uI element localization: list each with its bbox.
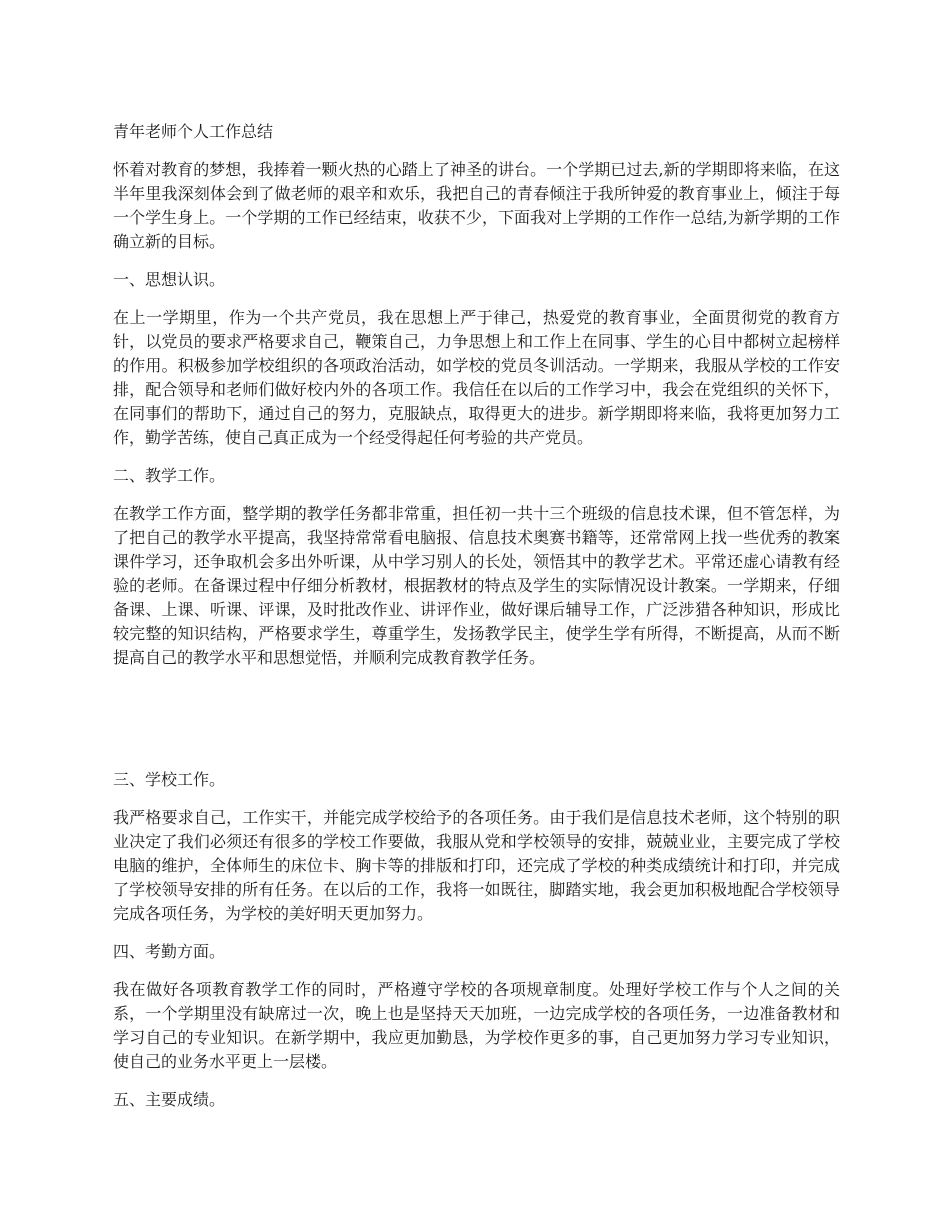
section-heading-school: 三、学校工作。	[113, 770, 226, 789]
blank-gap	[113, 684, 840, 768]
intro-paragraph: 怀着对教育的梦想，我捧着一颗火热的心踏上了神圣的讲台。一个学期已过去,新的学期即将来临，在这半年里我深刻体会到了做老师的艰辛和欢乐，我把自己的青春倾注于我所钟爱的教育事业上，倾注于每一个学生身上。一个学期的工作已经结束，收获不少，下面我对上学期的工作作一总结,为新学期的工作确立新的目标。	[113, 160, 840, 251]
section-heading-achievements: 五、主要成绩。	[113, 1090, 226, 1109]
document-page	[113, 120, 840, 1126]
section-heading-thought: 一、思想认识。	[113, 270, 226, 289]
section-body-school: 我严格要求自己，工作实干，并能完成学校给予的各项任务。由于我们是信息技术老师，这个特别的职业决定了我们必须还有很多的学校工作要做，我服从党和学校领导的安排，兢兢业业，主要完成了学校电脑的维护，全体师生的床位卡、胸卡等的排版和打印，还完成了学校的种类成绩统计和打印，并完成了学校领导安排的所有任务。在以后的工作，我将一如既往，脚踏实地，我会更加积极地配合学校领导完成各项任务，为学校的美好明天更加努力。	[113, 808, 840, 923]
section-heading-teaching: 二、教学工作。	[113, 466, 226, 485]
document-title: 青年老师个人工作总结	[113, 122, 274, 141]
section-heading-attendance: 四、考勤方面。	[113, 942, 226, 961]
section-body-teaching: 在教学工作方面，整学期的教学任务都非常重，担任初一共十三个班级的信息技术课，但不管怎样，为了把自己的教学水平提高，我坚持常常看电脑报、信息技术奥赛书籍等，还常常网上找一些优秀的教案课件学习，还争取机会多出外听课，从中学习别人的长处，领悟其中的教学艺术。平常还虚心请教有经验的老师。在备课过程中仔细分析教材，根据教材的特点及学生的实际情况设计教案。一学期来，仔细备课、上课、听课、评课，及时批改作业、讲评作业，做好课后辅导工作，广泛涉猎各种知识，形成比较完整的知识结构，严格要求学生，尊重学生，发扬教学民主，使学生学有所得，不断提高，从而不断提高自己的教学水平和思想觉悟，并顺利完成教育教学任务。	[113, 504, 840, 667]
section-body-thought: 在上一学期里，作为一个共产党员，我在思想上严于律己，热爱党的教育事业，全面贯彻党的教育方针，以党员的要求严格要求自己，鞭策自己，力争思想上和工作上在同事、学生的心目中都树立起榜样的作用。积极参加学校组织的各项政治活动，如学校的党员冬训活动。一学期来，我服从学校的工作安排，配合领导和老师们做好校内外的各项工作。我信任在以后的工作学习中，我会在党组织的关怀下，在同事们的帮助下，通过自己的努力，克服缺点，取得更大的进步。新学期即将来临，我将更加努力工作，勤学苦练，使自己真正成为一个经受得起任何考验的共产党员。	[113, 308, 840, 447]
section-body-attendance: 我在做好各项教育教学工作的同时，严格遵守学校的各项规章制度。处理好学校工作与个人之间的关系，一个学期里没有缺席过一次，晚上也是坚持天天加班，一边完成学校的各项任务，一边准备教材和学习自己的专业知识。在新学期中，我应更加勤恳，为学校作更多的事，自己更加努力学习专业知识，使自己的业务水平更上一层楼。	[113, 980, 840, 1071]
